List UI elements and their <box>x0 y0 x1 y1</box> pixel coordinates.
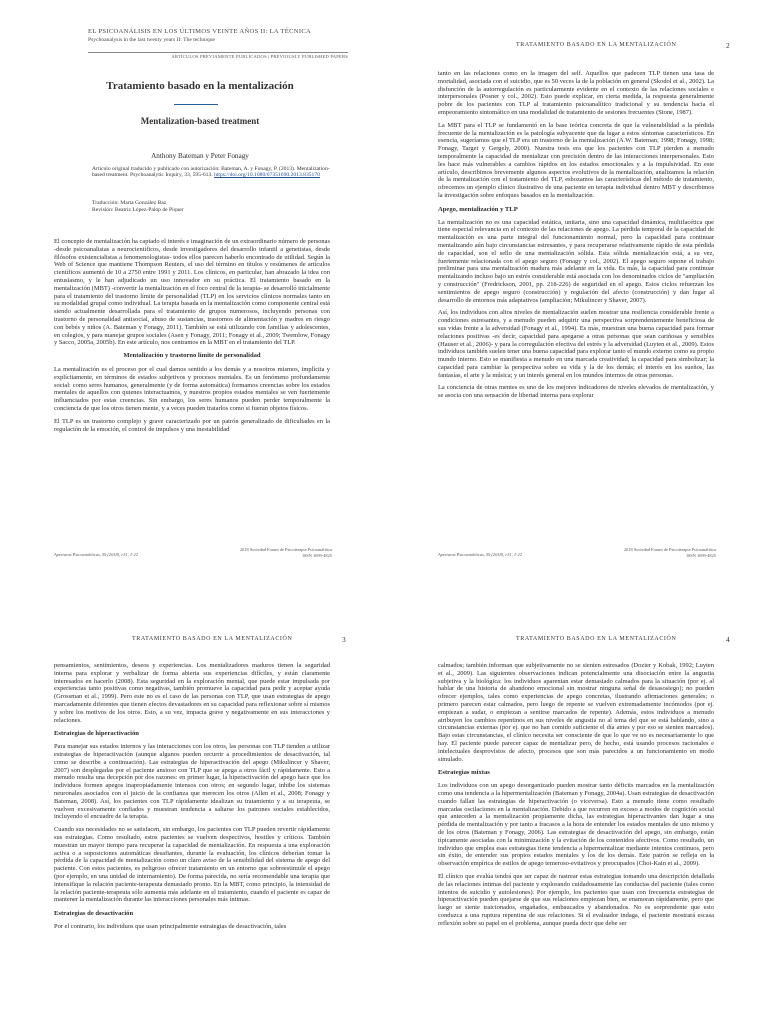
page-number: 4 <box>726 635 730 644</box>
article-authors: Anthony Bateman y Peter Fonagy <box>151 152 249 160</box>
paragraph: pensamientos, sentimientos, deseos y experiencias. Los mentalizadores maduros tienen la seguridad interna para explorar y verbalizar de forma abierta sus experiencias difíciles, y están claramente interesados en hacerlo (2008). Esta seguridad en la exploración mental, que puede estar impulsada por experiencias tanto positivas como negativas, también promueve la capacidad para pedir y aceptar ayuda (Grossman et al., 1999). Pero este no es el caso de las personas con TLP, que usan estrategias de apego marcadamente diferentes que tienen efectos devastadores en su capacidad para reflexionar sobre sí mismos y sobre los motivos de los otros. Esto, a su vez, impacta grave y negativamente en sus interacciones y relaciones. <box>54 662 330 724</box>
running-head: TRATAMIENTO BASADO EN LA MENTALIZACIÓN <box>516 636 677 642</box>
citation-text: Artículo original traducido y publicado con autorización: Bateman, A. y Fonagy, P. (2013). Mentalization-based treatment. Psychoanalytic Inquiry, 33, 595-613. <box>92 166 330 179</box>
paragraph: Por el contrario, los individuos que usan principalmente estrategias de desactivación, tales <box>54 922 287 930</box>
paragraph: El TLP es un trastorno complejo y grave caracterizado por un patrón generalizado de dificultades en la regulación de la emoción, el control de impulsos y una inestabilidad <box>54 417 330 433</box>
page-footer-citation: Aperturas Psicoanalíticas, 59 (2018), e31, 1-22 <box>438 552 522 557</box>
paragraph: La mentalización es el proceso por el cual damos sentido a los demás y a nosotros mismos, implícita y explícitamente, en términos de estados subjetivos y procesos mentales. Es un fenómeno profundamente social: como seres humanos, generalmente (y de forma automática) formamos creencias sobre los estados mentales de aquellos con quienes interactuamos, y nuestros propios estados mentales se ven fuertemente influenciados por estas creencias. Sin embargo, los seres humanos pueden perder temporalmente la conciencia de que los otros tienen mente, y a veces pueden tratarlos como si fueran objetos físicos. <box>54 365 330 412</box>
article-subtitle: Mentalization-based treatment <box>140 116 260 126</box>
reviewer-credit: Revisión: Beatriz López-Palop de Piquer <box>92 206 184 213</box>
page-footer-citation: Aperturas Psicoanalíticas, 59 (2018), e31, 1-22 <box>54 552 138 557</box>
page-footer-copyright <box>606 547 716 559</box>
title-divider <box>174 104 218 105</box>
page-4 <box>384 600 768 1024</box>
copyright-line: 2018 Sociedad Forum de Psicoterapia Psicoanalítica <box>623 547 716 552</box>
issn-line: ISSN 1699-4825 <box>686 553 716 558</box>
translation-credits <box>92 200 337 213</box>
issn-line: ISSN 1699-4825 <box>302 553 332 558</box>
doi-link[interactable]: https://doi.org/10.1080/07351690.2013.835170 <box>214 172 320 179</box>
page-number: 2 <box>726 41 730 50</box>
page-4-body <box>438 662 714 933</box>
translator-credit: Traducción: Marta González Baz <box>92 200 167 206</box>
paragraph: Cuando sus necesidades no se satisfacen, sin embargo, los pacientes con TLP pueden revertir rápidamente sus estrategias. Como resultado, estos pacientes se vuelven despectivos, hostiles y críticos. También muestran un mayor tiempo para recuperar la capacidad de mentalización. En respuesta a una exploración activa o a suposiciones automáticas desafiantes, durante la evaluación, los clínicos deberían tomar la pérdida de la capacidad de mentalización como un claro aviso de la sensibilidad del sistema de apego del paciente. Con estos pacientes, es peligroso ofrecer tratamiento en un entorno que sobreestimule el apego (por ejemplo, en una unidad de internamiento). De forma parecida, no sería recomendable una terapia que intensifique la relación paciente-terapeuta demasiado pronto. En la MBT, como principio, la intensidad de la relación paciente-terapeuta sólo aumenta más adelante en el tratamiento, cuando el paciente es capaz de mantener la mentalización durante las interacciones personales más íntimas. <box>54 826 330 904</box>
section-heading: Estrategias mixtas <box>438 769 490 777</box>
paragraph: Así, los individuos con altos niveles de mentalización suelen mostrar una resiliencia considerable frente a condiciones estresantes, y a menudo pueden adquirir una perspectiva sorprendentemente beneficiosa de sus vidas frente a la adversidad (Fonagy et al., 1994). Es más, muestran una buena capacidad para formar relaciones positivas -es decir, capacidad para apegarse a otras personas que sean cariñosas y sensibles (Hauser et al., 2006)- y para la corregulación efectiva del estrés y la adversidad (Luyten et al., 2009). Estos individuos también suelen tener una buena capacidad para explorar tanto el mundo externo como su propio mundo interno. Esto se manifiesta a menudo en una marcada creatividad; la capacidad para simbolizar; la capacidad para cambiar la perspectiva sobre su vida y la de los demás; el interés en los sueños, las fantasías, el arte y la música; y un interés general en los mundos internos de otras personas. <box>438 309 714 379</box>
page-1-body <box>54 238 330 438</box>
running-head: TRATAMIENTO BASADO EN LA MENTALIZACIÓN <box>132 636 293 642</box>
page-gap <box>0 572 768 600</box>
paragraph: La conciencia de otras mentes es uno de los mejores indicadores de niveles elevados de mentalización, y se asocia con una sensación de libertad interna para explorar <box>438 384 714 400</box>
journal-subtitle: Psychoanalysis in the last twenty years II: The technique <box>88 37 215 43</box>
paragraph: La MBT para el TLP se fundamentó en la base teórica concreta de que la vulnerabilidad a la pérdida frecuente de la mentalización es la patología subyacente que da lugar a estos síntomas característicos. En esencia, sugeríamos que el TLP era un trastorno de la mentalización (A.W. Bateman, 1998; Fonagy, 1998; Fonagy, Target y Gergely, 2000). Nuestra tesis era que los pacientes con TLP pierden a menudo temporalmente la capacidad de mentalizar con precisión dentro de las interacciones interpersonales. Esto les hace más vulnerables a cambios rápidos en los estados emocionales y a la impulsividad. En este artículo, describimos brevemente algunos aspectos evolutivos de la mentalización, analizamos la relación de la mentalización con el tratamiento del TLP, esbozamos las características del método de tratamiento, ofrecemos un ejemplo clínico ilustrativo de una paciente en terapia individual dentro MBT y describimos la investigación sobre enfoques basados en la mentalización. <box>438 121 714 199</box>
paragraph: calmados; también informan que subjetivamente no se sienten estresados (Dozier y Kobak, 1992; Luyten et al., 2009). Las siguientes observaciones indican potencialmente una disociación entre la angustia subjetiva y la biológica: los individuos aparentan estar demasiado calmados para la situación (por ej. al hablar de una historia de abandono emocional sin mostrar ninguna señal de desasosiego); no pueden ofrecer ejemplos, tales como experiencias de apego concretas, ilustrando afirmaciones generales; o primero parecen estar calmados, pero luego de repente se vuelven extremadamente incómodos (por ej. empiezan a sudar, o empiezan a sentirse marcados de repente). Además, estos individuos a menudo atribuyen los cambios repentinos en sus niveles de angustia no al tema del que se está hablando, sino a circunstancias externas (por ej. que no han comido suficiente el día antes y por eso se sienten marcados). Bajo estas circunstancias, el clínico necesita ser consciente de que lo que ve no es necesariamente lo que hay. El paciente puede parecer capaz de mentalizar pero, de hecho, está usando procesos racionales e intelectuales desprovistos de afecto, procesos que son más parecidos a un funcionamiento en modo simulado. <box>438 662 714 763</box>
copyright-line: 2018 Sociedad Forum de Psicoterapia Psicoanalítica <box>239 547 332 552</box>
running-head: TRATAMIENTO BASADO EN LA MENTALIZACIÓN <box>516 42 677 48</box>
article-title: Tratamiento basado en la mentalización <box>106 80 294 92</box>
page-2-body <box>438 70 714 405</box>
paragraph: El clínico que evalúa tendrá que ser capaz de rastrear estas estrategias tomando una descripción detallada de las relaciones íntimas del paciente y explorando cuidadosamente las conductas del paciente (tales como intentos de suicidio y autolesiones). Por ejemplo, los pacientes que usan con frecuencia estrategias de hiperactivación pueden quejarse de que sus relaciones empiezan bien, se enamoran rápidamente, pero que luego se siente traicionados, engañados, embaucados y abandonados. No es sorprendente que esto conduzca a una ruptura repentina de sus relaciones. Si el evaluador indaga, el paciente mostrará escasa reflexión sobre su papel en el problema, aunque pueda decir que debe ser <box>438 872 714 927</box>
paragraph: La mentalización no es una capacidad estática, unitaria, sino una capacidad dinámica, multifacética que tiene especial relevancia en el contexto de las relaciones de apego. La pérdida temporal de la capacidad de mentalización es una parte integral del funcionamiento normal, pero la capacidad para continuar mentalizando aún bajo circunstancias estresantes, y para recuperarse relativamente rápido de esta pérdida de capacidad, son el sello de una mentalización sólida. Esta sólida mentalización está, a su vez, fuertemente relacionada con el apego seguro (Fonagy y col., 2002). El apego seguro supone el trabajo preliminar para una mentalización madura más adelante en la vida. Es más, la capacidad para continuar mentalizando incluso bajo un estrés considerable está asociada con los denominados ciclos de "ampliación y construcción" (Fredrickson, 2001, pp. 218-226) de seguridad en el apego. Estos ciclos refuerzan los sentimientos de apego seguro (construcción) y regulación del afecto (construcción) y dan lugar al desarrollo de entornos más adaptativos (ampliación; Mikulincer y Shaver, 2007). <box>438 218 714 304</box>
page-number: 3 <box>342 635 346 644</box>
section-heading: Mentalización y trastorno límite de personalidad <box>123 352 261 360</box>
section-banner: ARTÍCULOS PREVIAMENTE PUBLICADOS | PREVIOUSLY PUBLISHED PAPERS <box>88 52 348 59</box>
section-heading: Estrategias de desactivación <box>54 910 134 918</box>
page-1 <box>0 0 384 600</box>
page-3-body <box>54 662 330 936</box>
article-citation <box>92 166 337 179</box>
journal-title: EL PSICOANÁLISIS EN LOS ÚLTIMOS VEINTE AÑOS II: LA TÉCNICA <box>88 28 312 35</box>
page-3 <box>0 600 384 1024</box>
journal-header <box>88 28 311 44</box>
page-2 <box>384 0 768 600</box>
page-footer-copyright <box>222 547 332 559</box>
paragraph: Para manejar sus estados internos y las interacciones con los otros, las personas con TLP tienden a utilizar estrategias de hiperactivación (aunque algunos pueden recurrir a procedimientos de desactivación, tal como se describe a continuación). Las estrategias de hiperactivación del apego (Mikulincer y Shaver, 2007) son desplegadas por el paciente ansioso con TLP que se apega a otros fácil y rápidamente. Esto a menudo resulta una decepción por dos razones: en primer lugar, la hiperactivación del apego hace que los individuos formen apegos inapropiadamente intensos con otros; en segundo lugar, inhibe los sistemas neuronales asociados con el juicio de la confianza que merecen los otros (Allen et al., 2008; Fonagy y Bateman, 2008). Así, los pacientes con TLP rápidamente idealizan su tratamiento y a su terapeuta, se vuelven excesivamente confiados y muestran tendencia a saltarse los patrones sociales establecidos, incluyendo el encuadre de la terapia. <box>54 743 330 821</box>
section-heading: Apego, mentalización y TLP <box>438 205 518 213</box>
section-heading: Estrategias de hiperactivación <box>54 730 139 738</box>
paragraph: Los individuos con un apego desorganizado pueden mostrar tanto déficits marcados en la mentalización como una tendencia a la hipermentalización (Bateman y Fonagy, 2004a). Usan estrategias de desactivación cuando fallan las estrategias de hiperactivación (o viceversa). Esto a menudo tiene como resultado marcadas oscilaciones en la mentalización. Debido a que recurren en exceso a modos de cognición social que anteceden a la mentalización propiamente dicha, las estrategias hiperactivantes dan lugar a una pérdida de mentalización y por tanto a fracasos a la hora de entender los estados mentales de uno mismo y de los otros (Bateman y Fonagy, 2006). Las estrategias de desactivación del apego, sin embargo, están típicamente asociadas con la minimización y la evitación de los contenidos afectivos. Como resultado, un individuo que emplea esas estrategias tiene tendencia a hipermentalizar mediante intentos continuos, pero sin éxito, de entender sus propios estados mentales y los de los demás. Este patrón se refleja en la observación empírica de estilos de apego temeroso-evitativos y preocupados (Choi-Kain et al., 2009). <box>438 782 714 868</box>
paragraph: El concepto de mentalización ha captado el interés e imaginación de un extraordinario número de personas -desde psicoanalistas a neurocientíficos, desde investigadores del desarrollo infantil a genetistas, desde filósofos existencialistas a fenomenologistas- todos ellos parecen haberlo encontrado de utilidad. Según la Web of Science que mantiene Thompson Reuters, el uso del término en títulos y resúmenes de artículos científicos aumentó de 10 a 2750 entre 1991 y 2011. Los clínicos, en particular, han abrazado la idea con entusiasmo, y le han adjudicado un uso innovador en su práctica. El tratamiento basado en la mentalización (MBT) -convertir la mentalización en el foco central de la terapia- se desarrolló inicialmente para el tratamiento del trastorno límite de personalidad (TLP) en los servicios clínicos normales tanto en su modalidad grupal como individual. La terapia basada en la mentalización como componente central está siendo actualmente desarrollada para el tratamiento de grupos numerosos, incluyendo personas con trastorno de personalidad antisocial, abuso de sustancias, trastornos de alimentación y madres en riesgo con bebés y niños (A. Bateman y Fonagy, 2011). También se está utilizando con familias y adolescentes, en colegios, y para manejar grupos sociales (Asen y Fonagy, 2011; Fonagy et al., 2009; Twemlow, Fonagy y Sacco, 2005a, 2005b). En este artículo, nos centramos en la MBT en el tratamiento del TLP. <box>54 238 330 347</box>
paragraph: tanto en las relaciones como en la imagen del self. Aquellos que padecen TLP tienen una tasa de mortalidad, asociada con el suicidio, que es 50 veces la de la población en general (Skodol et al., 2002). La disfunción de la autorregulación es particularmente evidente en el contexto de las relaciones sociales e interpersonales (Posner y col., 2002). Esto puede explicar, en cierta medida, la respuesta generalmente pobre de los pacientes con TLP al tratamiento psicoanalítico tradicional y su tendencia hacia el empeoramiento sintomático en una modalidad de tratamiento de sesiones frecuentes (Stone, 1987). <box>438 70 714 116</box>
